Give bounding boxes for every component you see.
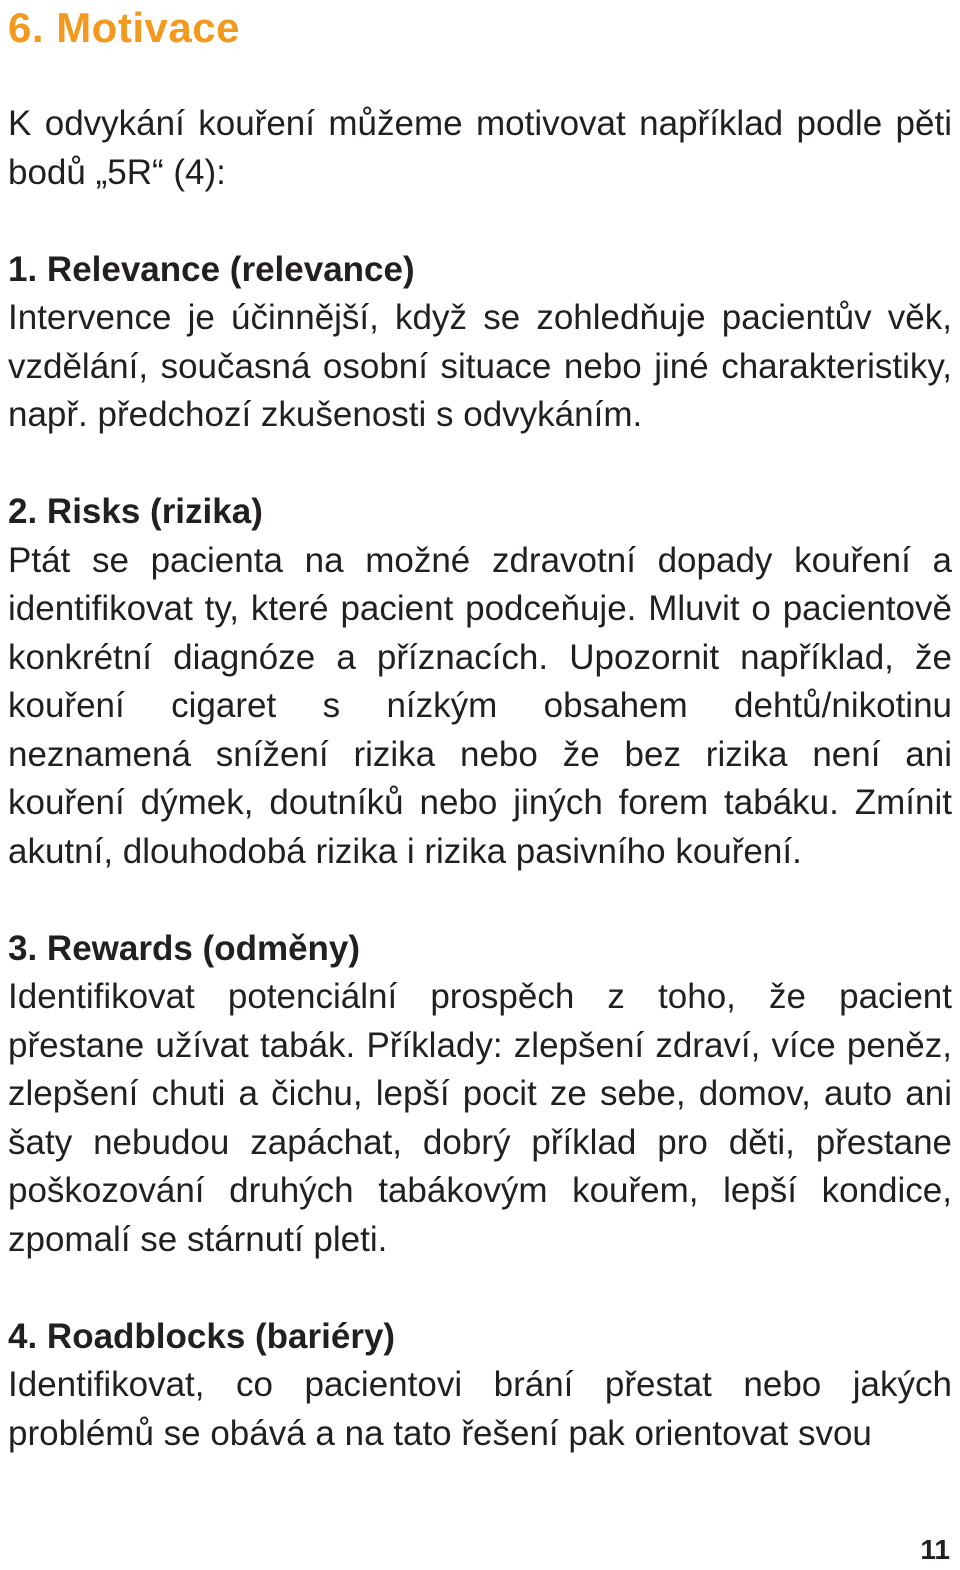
intro-paragraph: K odvykání kouření můžeme motivovat například podle pěti bodů „5R“ (4):: [8, 104, 952, 192]
section-rewards: [8, 925, 952, 1265]
section-relevance: [8, 246, 952, 440]
section-body: Ptát se pacienta na možné zdravotní dopady kouření a identifikovat ty, které pacient podceňuje. Mluvit o pacientově konkrétní diagnóze a příznacích. Upozornit například, že kouření cigaret s nízkým obsahem dehtů/nikotinu neznamená snížení rizika nebo že bez rizika není ani kouření dýmek, doutníků nebo jiných forem tabáku. Zmínit akutní, dlouhodobá rizika i rizika pasivního kouření.: [8, 540, 952, 871]
section-heading: 4. Roadblocks (bariéry): [8, 1316, 396, 1356]
page-number: 11: [920, 1534, 950, 1565]
section-body: Identifikovat potenciální prospěch z toho, že pacient přestane užívat tabák. Příklady: zlepšení zdraví, více peněz, zlepšení chuti a čichu, lepší pocit ze sebe, domov, auto ani šaty nebudou zapáchat, dobrý příklad pro děti, přestane poškozování druhých tabákovým kouřem, lepší kondice, zpomalí se stárnutí pleti.: [8, 977, 952, 1259]
section-body: Intervence je účinnější, když se zohledňuje pacientův věk, vzdělání, současná osobní situace nebo jiné charakteristiky, např. předchozí zkušenosti s odvykáním.: [8, 298, 952, 434]
document-page: [8, 0, 952, 1458]
section-heading: 2. Risks (rizika): [8, 492, 263, 531]
chapter-title: 6. Motivace: [8, 4, 240, 51]
section-heading: 3. Rewards (odměny): [8, 928, 361, 968]
section-roadblocks: [8, 1313, 952, 1459]
section-body: Identifikovat, co pacientovi brání přestat nebo jakých problémů se obává a na tato řešení pak orientovat svou: [8, 1365, 952, 1453]
section-risks: [8, 488, 952, 876]
section-heading: 1. Relevance (relevance): [8, 249, 415, 289]
